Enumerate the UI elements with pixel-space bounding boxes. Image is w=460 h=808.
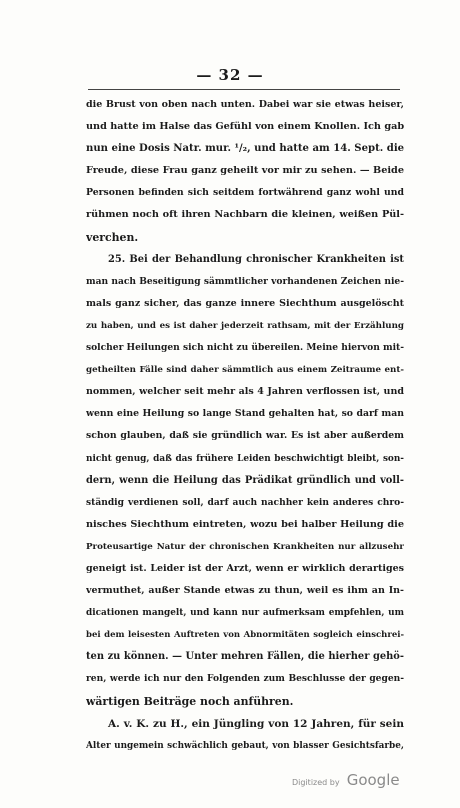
- text-line: ten zu können. — Unter mehren Fällen, die hierher gehö-: [86, 651, 404, 663]
- text-line: zu haben, und es ist daher jederzeit rathsam, mit der Erzählung: [86, 320, 404, 331]
- text-line: geneigt ist. Leider ist der Arzt, wenn er wirklich derartiges: [86, 562, 404, 574]
- text-line: nun eine Dosis Natr. mur. ¹/₂, und hatte am 14. Sept. die: [86, 143, 404, 155]
- text-line: getheilten Fälle sind daher sämmtlich aus einem Zeitraume ent-: [86, 365, 404, 376]
- text-line: dicationen mangelt, und kann nur aufmerksam empfehlen, um: [86, 608, 404, 619]
- text-line: nisches Siechthum eintreten, wozu bei halber Heilung die: [86, 518, 404, 530]
- google-logo: Google: [346, 771, 400, 789]
- text-line: schon glauben, daß sie gründlich war. Es ist aber außerdem: [86, 430, 404, 442]
- text-line: A. v. K. zu H., ein Jüngling von 12 Jahren, für sein: [108, 717, 404, 730]
- header-rule: [88, 89, 400, 90]
- text-line: nicht genug, daß das frühere Leiden beschwichtigt bleibt, son-: [86, 453, 404, 464]
- text-line: solcher Heilungen sich nicht zu übereilen. Meine hiervon mit-: [86, 342, 404, 354]
- page-number: — 32 —: [196, 66, 264, 84]
- text-line: bei dem leisesten Auftreten von Abnormitäten sogleich einschrei-: [86, 630, 404, 641]
- watermark-prefix: Digitized by: [292, 778, 340, 787]
- text-line: wenn eine Heilung so lange Stand gehalten hat, so darf man: [86, 408, 404, 420]
- text-line: Proteusartige Natur der chronischen Krankheiten nur allzusehr: [86, 541, 404, 552]
- text-line: Freude, diese Frau ganz geheilt vor mir zu sehen. — Beide: [86, 165, 404, 177]
- text-line: wärtigen Beiträge noch anführen.: [86, 694, 294, 708]
- text-line: nommen, welcher seit mehr als 4 Jahren verflossen ist, und: [86, 386, 404, 398]
- text-line: und hatte im Halse das Gefühl von einem Knollen. Ich gab: [86, 121, 404, 133]
- text-line: Personen befinden sich seitdem fortwährend ganz wohl und: [86, 187, 404, 199]
- text-line: ständig verdienen soll, darf auch nachher kein anderes chro-: [86, 496, 404, 508]
- text-line: Alter ungemein schwächlich gebaut, von blasser Gesichtsfarbe,: [86, 740, 404, 751]
- text-line: dern, wenn die Heilung das Prädikat gründlich und voll-: [86, 474, 404, 486]
- body-text: [86, 94, 404, 757]
- text-line: vermuthet, außer Stande etwas zu thun, weil es ihm an In-: [86, 585, 404, 597]
- text-line: verchen.: [86, 230, 139, 244]
- text-line: mals ganz sicher, das ganze innere Siechthum ausgelöscht: [86, 297, 404, 309]
- text-line: die Brust von oben nach unten. Dabei war sie etwas heiser,: [86, 99, 404, 110]
- text-line: ren, werde ich nur den Folgenden zum Beschlusse der gegen-: [86, 673, 404, 685]
- text-line: 25. Bei der Behandlung chronischer Krankheiten ist: [108, 253, 404, 265]
- text-line: rühmen noch oft ihren Nachbarn die kleinen, weißen Pül-: [86, 209, 404, 221]
- text-line: man nach Beseitigung sämmtlicher vorhandenen Zeichen nie-: [86, 275, 404, 287]
- digitization-watermark: [292, 770, 400, 789]
